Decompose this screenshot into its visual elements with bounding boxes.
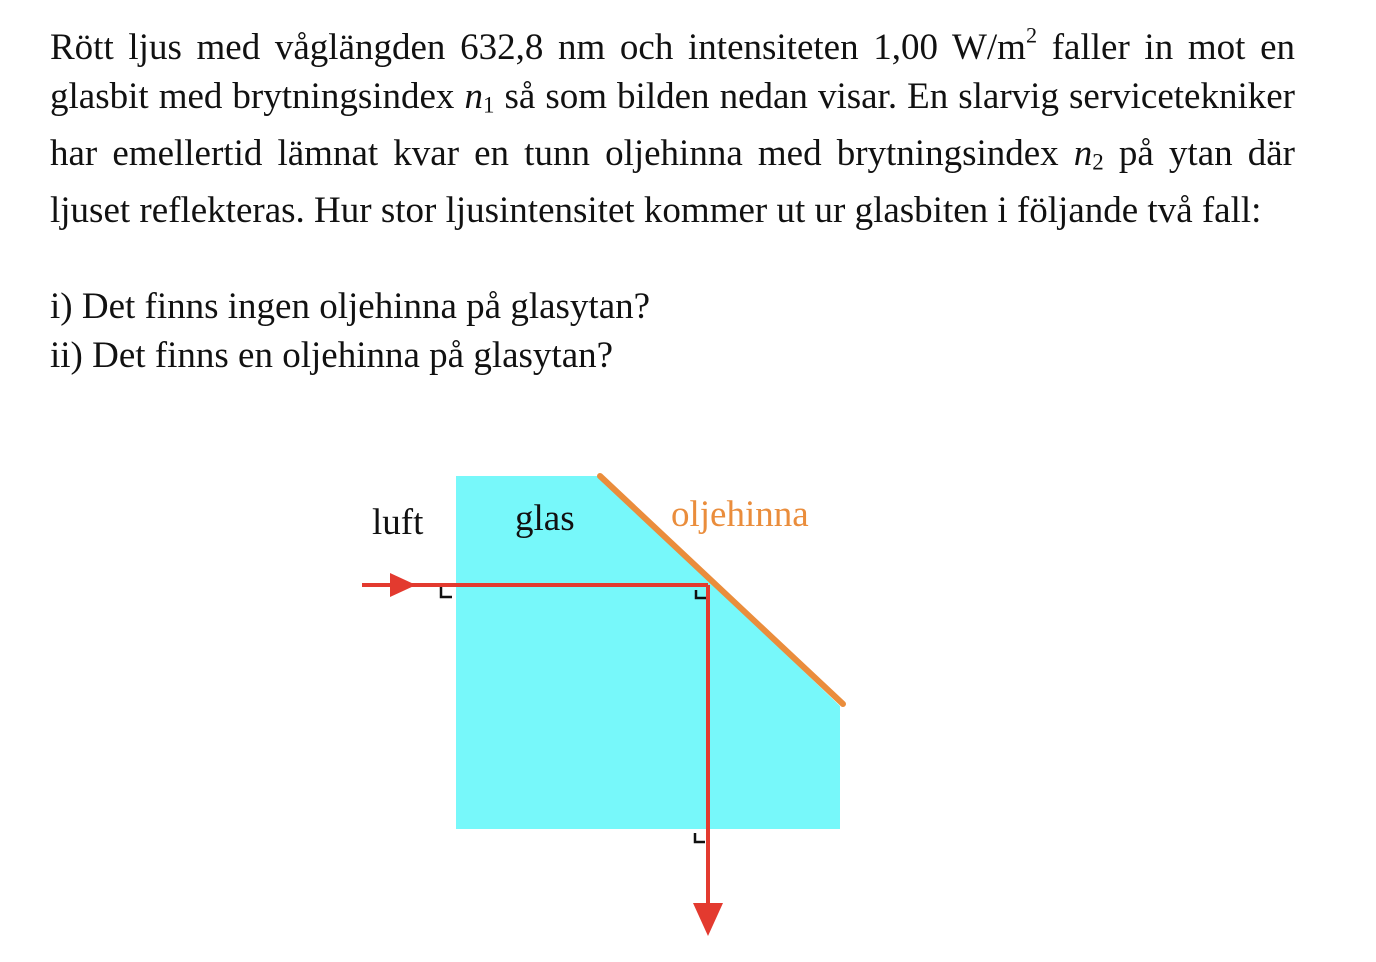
outgoing-arrowhead [693, 903, 723, 936]
question-ii: ii) Det finns en oljehinna på glasytan? [50, 334, 614, 376]
label-oil: oljehinna [671, 494, 809, 535]
problem-statement: Rött ljus med våglängden 632,8 nm och intensiteten 1,00 $W/m^2$ faller in mot en glasbit med brytningsindex $n_1$ så som bilden nedan visar. En slarvig servicetekniker har emellertid lämnat kvar en tunn oljehinna med brytningsindex $n_2$ på ytan där ljuset reflekteras. Hur stor ljusintensitet kommer ut ur glasbiten i följande två fall: [50, 22, 1296, 231]
question-i: i) Det finns ingen oljehinna på glasytan? [50, 286, 651, 328]
n1-symbol: $n_1$ [464, 75, 495, 118]
label-glass: glas [515, 498, 575, 539]
right-angle-marker-exit [695, 833, 705, 842]
unit-exponent: 2 [1025, 22, 1038, 48]
incoming-arrowhead [390, 573, 416, 597]
n2-symbol: $n_2$ [1073, 132, 1104, 175]
label-air: luft [372, 502, 424, 543]
right-angle-marker-entry [441, 587, 452, 597]
